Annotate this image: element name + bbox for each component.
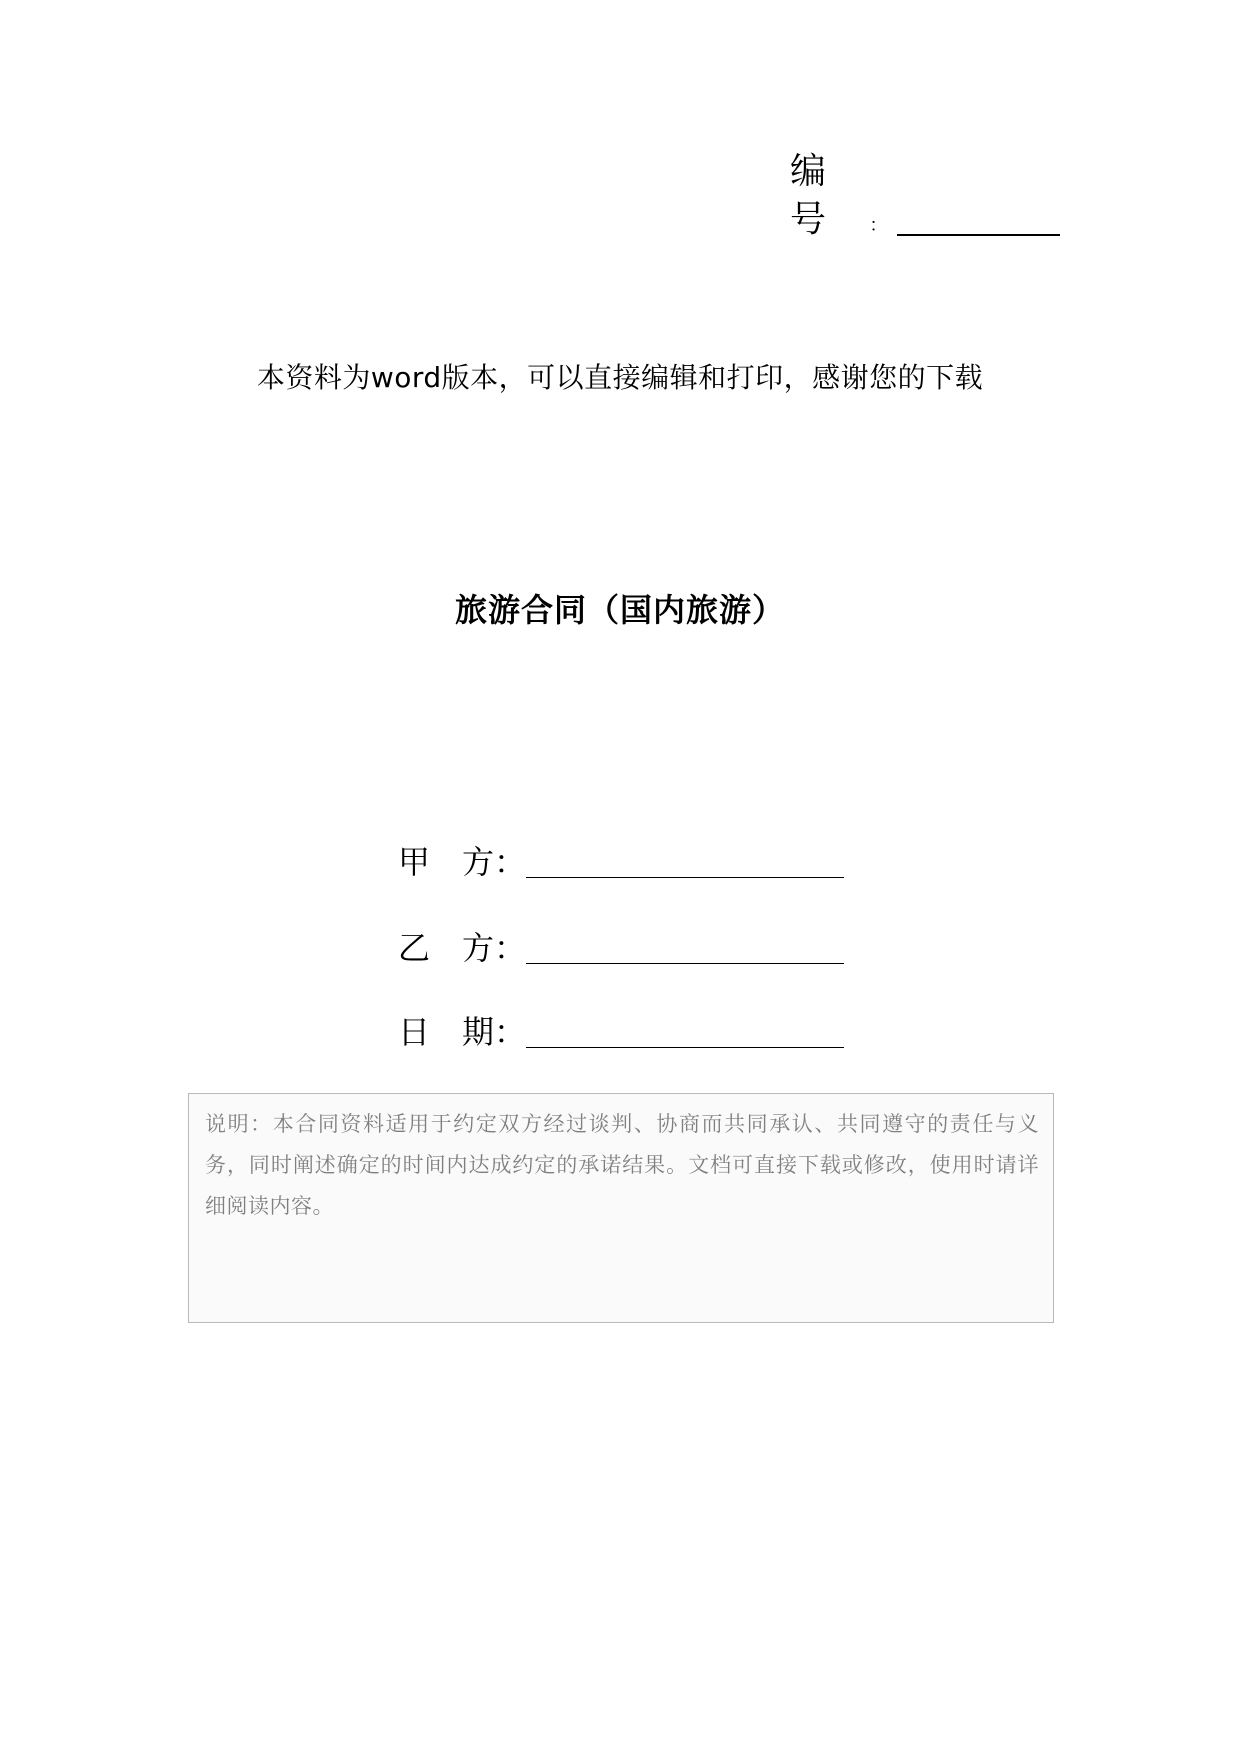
serial-number-blank[interactable] — [897, 194, 1060, 236]
date-colon: ： — [494, 1013, 527, 1051]
intro-notice: 本资料为word版本，可以直接编辑和打印，感谢您的下载 — [256, 361, 984, 394]
party-b-row — [398, 920, 844, 970]
serial-number — [790, 151, 1060, 244]
party-b-label-first: 乙 — [398, 929, 431, 967]
note-text: 说明：本合同资料适用于约定双方经过谈判、协商而共同承认、共同遵守的责任与义务，同时阐述确定的时间内达成约定的承诺结果。文档可直接下载或修改，使用时请详细阅读内容。 — [205, 1112, 1039, 1218]
party-a-blank[interactable] — [526, 841, 844, 878]
date-blank[interactable] — [526, 1011, 844, 1048]
date-label-first: 日 — [398, 1013, 431, 1051]
document-title: 旅游合同（国内旅游） — [454, 591, 785, 629]
party-a-colon: ： — [494, 843, 527, 881]
party-b-colon: ： — [494, 929, 527, 967]
date-row — [398, 1004, 844, 1054]
serial-number-colon: ： — [869, 215, 888, 236]
party-b-blank[interactable] — [526, 927, 844, 964]
date-label-second: 期 — [462, 1013, 495, 1051]
party-a-label-second: 方 — [462, 843, 495, 881]
party-a-row — [398, 834, 844, 884]
note-box — [188, 1093, 1054, 1323]
serial-number-label: 编号 — [790, 151, 829, 240]
party-a-label-first: 甲 — [398, 843, 431, 881]
party-b-label-second: 方 — [462, 929, 495, 967]
